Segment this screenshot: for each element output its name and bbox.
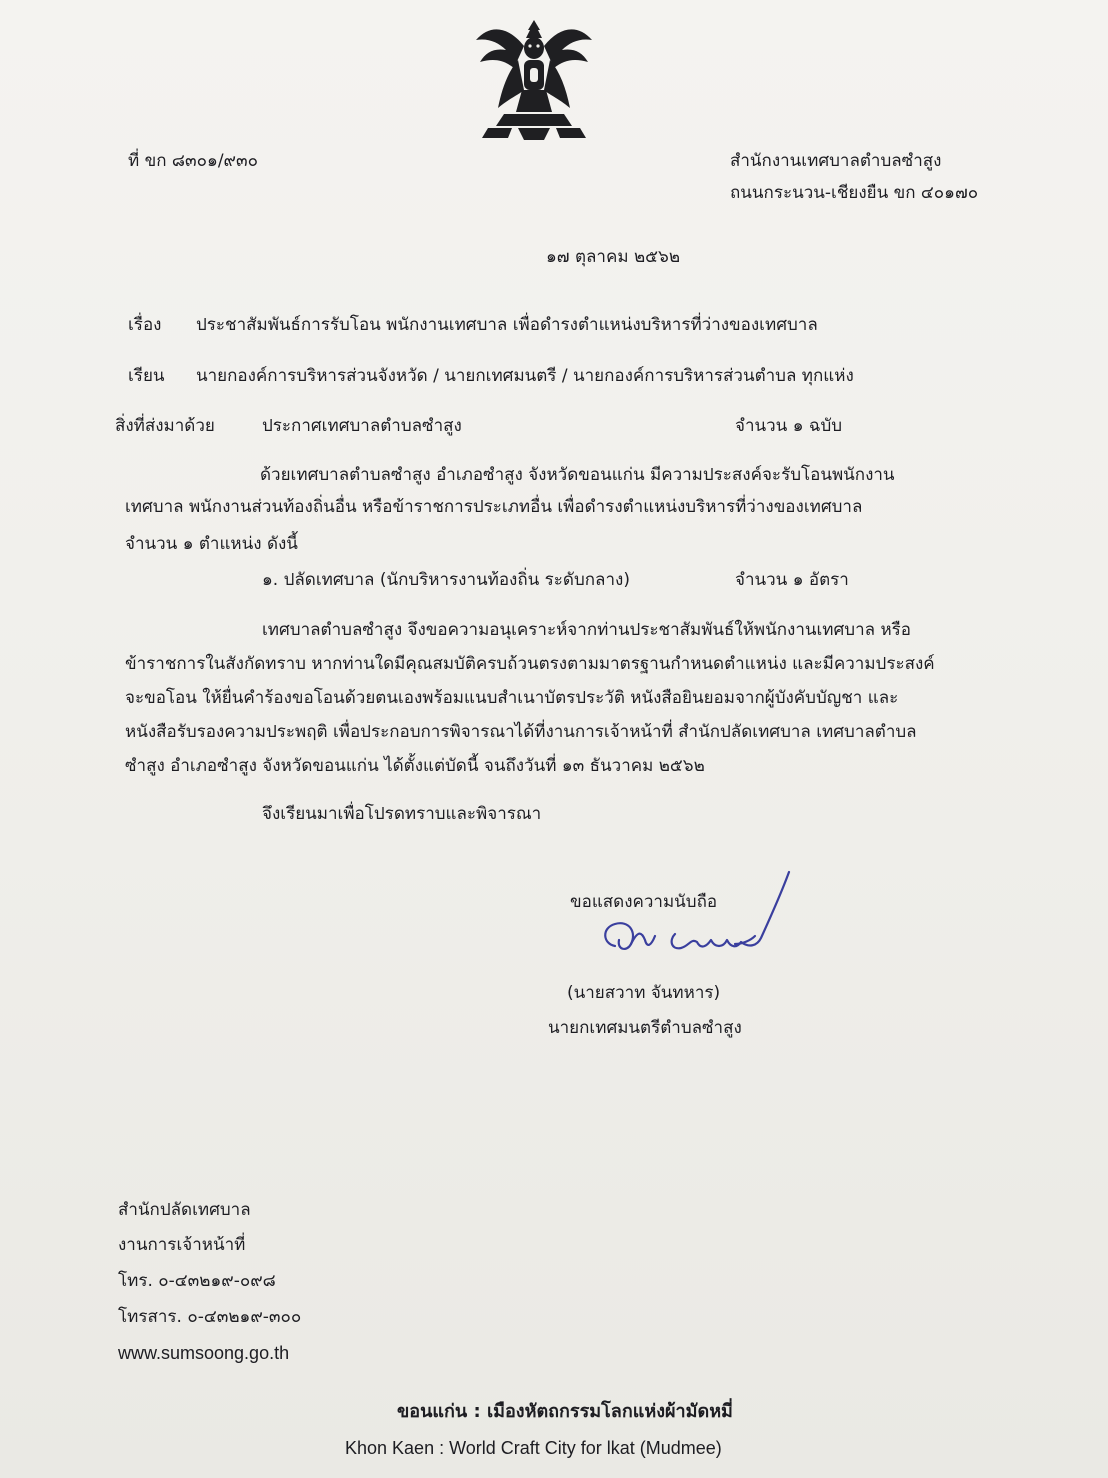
letter-date: ๑๗ ตุลาคม ๒๕๖๒ [546,247,681,267]
subject-text: ประชาสัมพันธ์การรับโอน พนักงานเทศบาล เพื่อดำรงตำแหน่งบริหารที่ว่างของเทศบาล [196,315,818,335]
position-quantity: จำนวน ๑ อัตรา [735,570,849,590]
body-paragraph-line: ด้วยเทศบาลตำบลซำสูง อำเภอซำสูง จังหวัดขอนแก่น มีความประสงค์จะรับโอนพนักงาน [260,465,895,485]
enclosure-label: สิ่งที่ส่งมาด้วย [115,416,215,436]
footer-slogan-thai: ขอนแก่น : เมืองหัตถกรรมโลกแห่งผ้ามัดหมี่ [397,1401,733,1422]
body-paragraph-line: จะขอโอน ให้ยื่นคำร้องขอโอนด้วยตนเองพร้อมแนบสำเนาบัตรประวัติ หนังสือยินยอมจากผู้บังคับบัญชา และ [125,688,899,708]
recipient-label: เรียน [128,366,165,386]
body-paragraph-line: ซำสูง อำเภอซำสูง จังหวัดขอนแก่น ได้ตั้งแต่บัดนี้ จนถึงวันที่ ๑๓ ธันวาคม ๒๕๖๒ [125,756,705,776]
footer-section: งานการเจ้าหน้าที่ [118,1235,246,1255]
footer-department: สำนักปลัดเทศบาล [118,1200,251,1220]
subject-label: เรื่อง [128,315,162,335]
body-paragraph-line: ข้าราชการในสังกัดทราบ หากท่านใดมีคุณสมบัติครบถ้วนตรงตามมาตรฐานกำหนดตำแหน่ง และมีความประสงค์ [125,654,935,674]
garuda-emblem-icon [468,16,600,144]
footer-website-link[interactable]: www.sumsoong.go.th [118,1343,290,1363]
signatory-name: (นายสวาท จันทหาร) [567,983,721,1003]
body-paragraph-line: เทศบาล พนักงานส่วนท้องถิ่นอื่น หรือข้าราชการประเภทอื่น เพื่อดำรงตำแหน่งบริหารที่ว่างของเทศบาล [125,497,863,517]
body-paragraph-line: หนังสือรับรองความประพฤติ เพื่อประกอบการพิจารณาได้ที่งานการเจ้าหน้าที่ สำนักปลัดเทศบาล เทศบาลตำบล [125,722,917,742]
recipient-text: นายกองค์การบริหารส่วนจังหวัด / นายกเทศมนตรี / นายกองค์การบริหารส่วนตำบล ทุกแห่ง [196,366,854,386]
position-item: ๑. ปลัดเทศบาล (นักบริหารงานท้องถิ่น ระดับกลาง) [262,570,630,590]
enclosure-text: ประกาศเทศบาลตำบลซำสูง [262,416,462,436]
closing-salutation: ขอแสดงความนับถือ [570,892,718,912]
footer-slogan-english: Khon Kaen : World Craft City for lkat (Mudmee) [345,1438,722,1458]
body-paragraph-line: จำนวน ๑ ตำแหน่ง ดังนี้ [125,534,298,554]
footer-telephone: โทร. ๐-๔๓๒๑๙-๐๙๘ [118,1271,276,1291]
signatory-title: นายกเทศมนตรีตำบลซำสูง [548,1018,742,1038]
closing-request: จึงเรียนมาเพื่อโปรดทราบและพิจารณา [262,804,542,824]
footer-fax: โทรสาร. ๐-๔๓๒๑๙-๓๐๐ [118,1307,302,1327]
body-paragraph-line: เทศบาลตำบลซำสูง จึงขอความอนุเคราะห์จากท่านประชาสัมพันธ์ให้พนักงานเทศบาล หรือ [262,620,912,640]
office-address: ถนนกระนวน-เชียงยืน ขก ๔๐๑๗๐ [730,183,979,203]
office-name: สำนักงานเทศบาลตำบลซำสูง [730,151,942,171]
enclosure-quantity: จำนวน ๑ ฉบับ [735,416,843,436]
reference-number: ที่ ขก ๘๓๐๑/๙๓๐ [128,151,259,171]
handwritten-signature [585,868,795,988]
